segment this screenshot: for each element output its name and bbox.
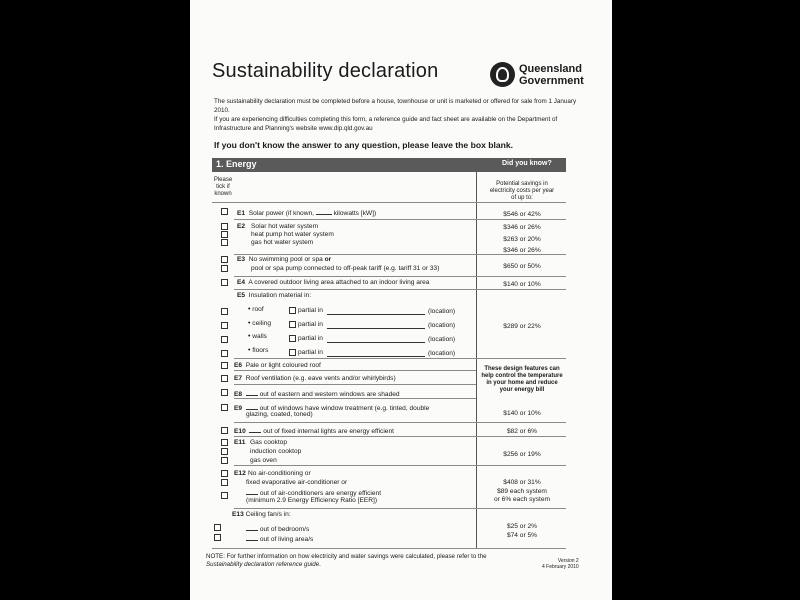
e13-saving-1: $25 or 2%: [506, 523, 538, 530]
e5-ceiling-checkbox[interactable]: [221, 322, 228, 329]
e5-row: [237, 292, 311, 300]
e10-text: out of fixed internal lights are energy efficient: [261, 428, 394, 435]
e5-floors-location-label: (location): [428, 350, 456, 357]
e3-saving: $650 or 50%: [503, 263, 541, 270]
e8-row: [234, 389, 400, 399]
e5-floors-partial-checkbox[interactable]: [289, 349, 296, 356]
e5-place: roof: [252, 306, 264, 313]
e9-saving: $140 or 10%: [503, 410, 541, 417]
row-divider: [234, 422, 566, 423]
e1-saving: $546 or 42%: [503, 211, 541, 218]
e3-code: E3: [237, 256, 246, 263]
e10-saving: $82 or 6%: [506, 428, 538, 435]
e5-text: Insulation material in:: [248, 292, 312, 299]
e5-saving: $289 or 22%: [503, 323, 541, 330]
e12-saving-2: $89 each system: [497, 488, 547, 495]
row-divider: [234, 289, 566, 290]
e5-code: E5: [237, 292, 246, 299]
e2-solar-checkbox[interactable]: [221, 223, 228, 230]
e13-text-1: out of bedroom/s: [258, 526, 310, 533]
e2-code: E2: [237, 223, 246, 230]
queensland-government-logo: [490, 60, 600, 94]
e3-text-1: No swimming pool or spa: [248, 256, 323, 263]
e5-place: walls: [252, 333, 267, 340]
e12-count-field[interactable]: [246, 488, 258, 495]
blank-instruction: If you don't know the answer to any question, please leave the box blank.: [214, 140, 514, 150]
row-divider: [234, 508, 566, 509]
e11-gascooktop-label: Gas cooktop: [250, 439, 288, 446]
version-date: 4 February 2010: [542, 564, 579, 570]
version-number: Version 2: [557, 558, 579, 564]
please-tick-header: [212, 177, 234, 198]
note-suffix: .: [319, 561, 321, 568]
e4-code: E4: [237, 279, 246, 286]
row-divider: [212, 548, 566, 549]
e5-floors-checkbox[interactable]: [221, 350, 228, 357]
e4-saving: $140 or 10%: [503, 281, 541, 288]
e4-text: A covered outdoor living area attached to an indoor living area: [248, 279, 430, 286]
e9-count-field[interactable]: [246, 403, 258, 410]
e11-code: E11: [234, 439, 246, 446]
e5-walls-location-field[interactable]: [327, 342, 425, 343]
e6-code: E6: [234, 362, 243, 369]
e8-text: out of eastern and western windows are shaded: [257, 391, 400, 398]
e5-walls-checkbox[interactable]: [221, 336, 228, 343]
bullet-icon: •: [248, 320, 251, 327]
e12-code: E12: [234, 470, 246, 477]
e12-text-3: out of air-conditioners are energy efficient: [258, 490, 382, 497]
savings-header: [480, 181, 564, 202]
e6-text: Pale or light coloured roof: [245, 362, 321, 369]
e5-roof-label: [248, 306, 264, 314]
e2-heatpump-checkbox[interactable]: [221, 231, 228, 238]
e5-roof-location-label: (location): [428, 308, 456, 315]
e5-floors-location-field[interactable]: [327, 356, 425, 357]
e2-gas-checkbox[interactable]: [221, 239, 228, 246]
e13-bedroom-count-field[interactable]: [246, 524, 258, 531]
e4-row: [237, 279, 429, 287]
e8-checkbox[interactable]: [221, 389, 228, 396]
e8-count-field[interactable]: [246, 389, 258, 396]
e10-code: E10: [234, 428, 246, 435]
please-tick-line: known: [214, 191, 232, 197]
e7-row: [234, 375, 396, 383]
did-you-know-label: Did you know?: [502, 160, 552, 167]
row-divider: [234, 384, 476, 385]
savings-header-line: electricity costs per year: [489, 188, 555, 194]
e11-gasoven-checkbox[interactable]: [221, 457, 228, 464]
section-title: 1. Energy: [216, 159, 257, 169]
e11-saving: $256 or 19%: [503, 451, 541, 458]
e5-roof-partial-checkbox[interactable]: [289, 307, 296, 314]
e5-place: floors: [252, 347, 269, 354]
e13-saving-2: $74 or 5%: [506, 532, 538, 539]
row-divider: [234, 370, 476, 371]
e9-text-1: out of windows have window treatment (e.g. tinted, double: [257, 405, 430, 412]
section-header: [212, 158, 566, 172]
e1-text-post: kilowatts [kW]): [331, 210, 377, 217]
e1-text-pre: Solar power (if known,: [248, 210, 316, 217]
e12-evap-checkbox[interactable]: [221, 479, 228, 486]
e2-heatpump-label: heat pump hot water system: [251, 231, 334, 238]
e2-saving-3: $346 or 26%: [503, 247, 541, 254]
e13-row: [232, 511, 291, 519]
column-divider: [476, 172, 477, 548]
e9-checkbox[interactable]: [221, 404, 228, 411]
intro-paragraph-2: If you are experiencing difficulties completing this form, a reference guide and fact sheet are available on the Department of Infrastructure and Planning's website www.dip.qld.gov.au: [214, 116, 558, 132]
version-info: [542, 558, 579, 570]
e13-code: E13: [232, 511, 244, 518]
e3-offpeak-checkbox[interactable]: [221, 265, 228, 272]
row-divider: [234, 219, 566, 220]
e5-walls-label: [248, 333, 267, 341]
e12-saving-1: $408 or 31%: [503, 479, 541, 486]
e5-roof-checkbox[interactable]: [221, 308, 228, 315]
e13-bedroom-checkbox[interactable]: [214, 524, 221, 531]
e7-checkbox[interactable]: [221, 375, 228, 382]
please-tick-line: tick if: [216, 184, 230, 190]
e11-gasoven-label: gas oven: [250, 457, 277, 464]
e5-floors-partial-label: partial in: [298, 349, 323, 356]
footer-note: [206, 553, 516, 569]
e12-line2: fixed evaporative air-conditioner or: [246, 479, 348, 486]
e5-ceiling-location-label: (location): [428, 322, 456, 329]
row-divider: [234, 276, 566, 277]
e7-text: Roof ventilation (e.g. eave vents and/or whirlybirds): [245, 375, 396, 382]
e6-row: [234, 362, 321, 370]
e3-or: or: [324, 256, 332, 263]
design-note-line: These design features can: [484, 366, 560, 372]
e2-saving-2: $263 or 20%: [503, 236, 541, 243]
e13-line2: [246, 534, 313, 544]
e13-living-count-field[interactable]: [246, 534, 258, 541]
e9-code: E9: [234, 405, 243, 412]
e10-count-field[interactable]: [249, 426, 261, 433]
e5-place: ceiling: [252, 320, 271, 327]
e4-checkbox[interactable]: [221, 279, 228, 286]
e5-walls-partial-checkbox[interactable]: [289, 335, 296, 342]
row-divider: [234, 465, 566, 466]
e5-roof-partial-label: partial in: [298, 307, 323, 314]
logo-line2: Government: [519, 75, 584, 87]
e1-code: E1: [237, 210, 246, 217]
note-reference-guide: Sustainability declaration reference guide: [206, 561, 320, 568]
e12-line4: (minimum 2.9 Energy Efficiency Ratio [EER]): [246, 497, 378, 504]
bullet-icon: •: [248, 347, 251, 354]
form-title: Sustainability declaration: [212, 60, 439, 82]
e6-checkbox[interactable]: [221, 362, 228, 369]
intro-paragraph-1: The sustainability declaration must be completed before a house, townhouse or unit is marketed or offered for sale from 1 January 2010.: [214, 98, 577, 114]
e5-ceiling-partial-checkbox[interactable]: [289, 321, 296, 328]
design-note-line: your energy bill: [499, 387, 545, 393]
e12-line1: No air-conditioning or: [248, 470, 311, 477]
e5-ceiling-label: [248, 320, 271, 328]
bullet-icon: •: [248, 333, 251, 340]
design-note-line: help control the temperature: [481, 373, 563, 379]
e13-text-2: out of living area/s: [258, 536, 314, 543]
e13-living-checkbox[interactable]: [214, 534, 221, 541]
savings-header-line: Potential savings in: [496, 181, 548, 187]
e13-text: Ceiling fan/s in:: [245, 511, 291, 518]
e3-nopool-checkbox[interactable]: [221, 256, 228, 263]
row-divider: [234, 436, 566, 437]
e12-efficient-checkbox[interactable]: [221, 492, 228, 499]
e1-checkbox[interactable]: [221, 208, 228, 215]
row-divider: [212, 202, 566, 203]
e5-ceiling-partial-label: partial in: [298, 321, 323, 328]
e5-floors-label: [248, 347, 268, 355]
e12-noac-checkbox[interactable]: [221, 470, 228, 477]
e5-ceiling-location-field[interactable]: [327, 328, 425, 329]
row-divider: [234, 358, 566, 359]
e3-line2: pool or spa pump connected to off-peak tariff (e.g. tariff 31 or 33): [251, 265, 440, 272]
design-note: [478, 366, 566, 394]
e10-row: [234, 426, 394, 436]
logo-line1: Queensland: [519, 63, 582, 75]
e1-kw-field[interactable]: [316, 208, 332, 215]
e13-line1: [246, 524, 309, 534]
design-note-line: in your home and reduce: [486, 380, 558, 386]
e5-walls-partial-label: partial in: [298, 335, 323, 342]
e5-walls-location-label: (location): [428, 336, 456, 343]
e2-gas-label: gas hot water system: [251, 239, 314, 246]
e5-roof-location-field[interactable]: [327, 314, 425, 315]
e11-induction-checkbox[interactable]: [221, 448, 228, 455]
crest-icon: [490, 62, 515, 87]
form-page: [190, 0, 612, 600]
e11-gascooktop-checkbox[interactable]: [221, 439, 228, 446]
e8-code: E8: [234, 391, 243, 398]
e1-row: [237, 208, 376, 218]
e3-line1: [237, 256, 331, 264]
e2-saving-1: $346 or 26%: [503, 224, 541, 231]
e2-solar-label: Solar hot water system: [251, 223, 319, 230]
savings-header-line: of up to:: [511, 195, 533, 201]
bullet-icon: •: [248, 306, 251, 313]
e7-code: E7: [234, 375, 243, 382]
e10-checkbox[interactable]: [221, 427, 228, 434]
e11-induction-label: induction cooktop: [250, 448, 302, 455]
e12-saving-3: or 6% each system: [493, 496, 551, 503]
e9-line2: glazing, coated, toned): [246, 411, 313, 418]
note-prefix: NOTE: For further information on how electricity and water savings were calculated, please refer to the: [206, 553, 487, 560]
please-tick-line: Please: [213, 177, 233, 183]
